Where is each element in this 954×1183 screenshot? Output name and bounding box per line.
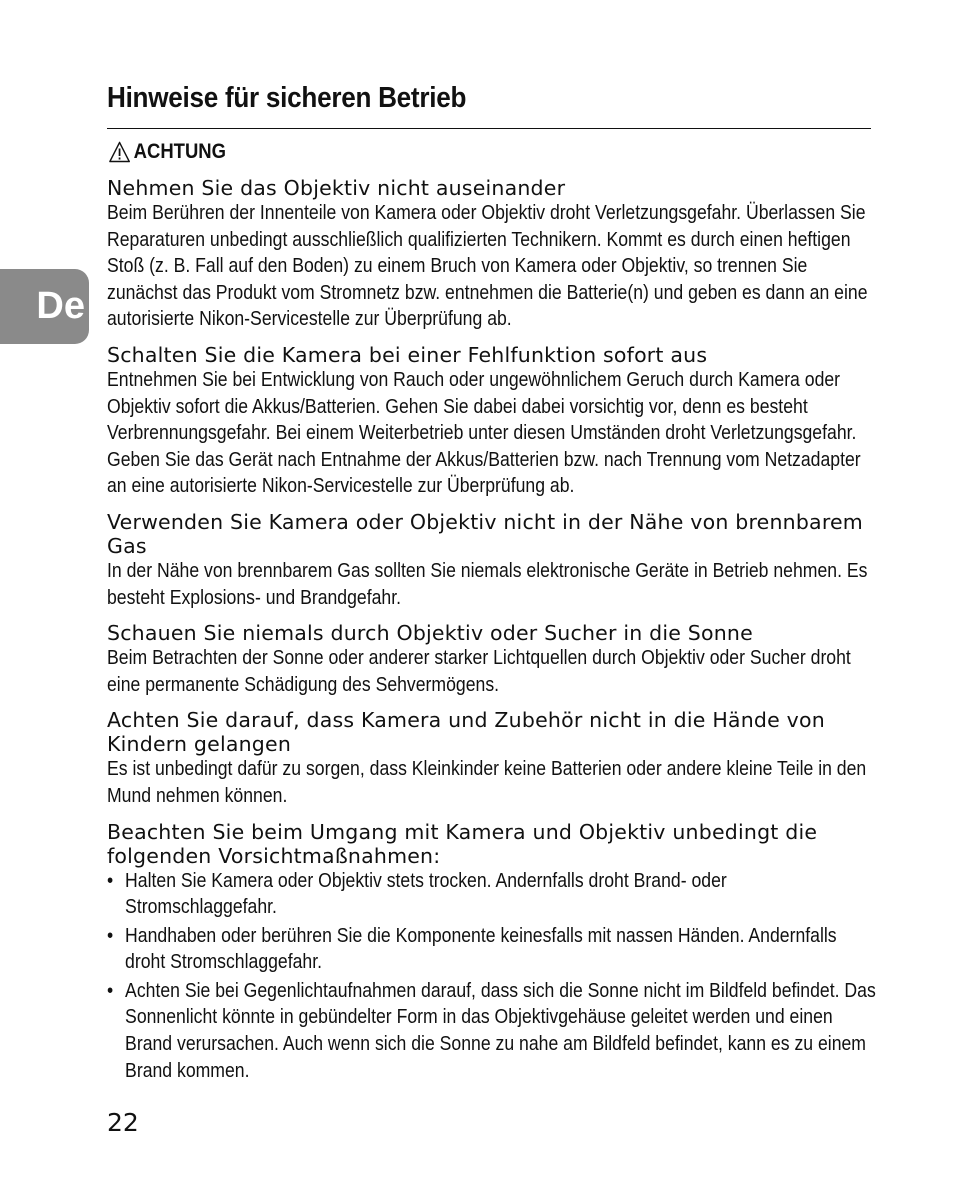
section-heading: Beachten Sie beim Umgang mit Kamera und Objektiv unbedingt die folgenden Vorsichtmaßnahmen: (107, 819, 818, 868)
bullet-icon: • (107, 923, 114, 947)
section (107, 510, 877, 611)
title-divider (107, 128, 871, 129)
section-body: Beim Berühren der Innenteile von Kamera oder Objektiv droht Verletzungsgefahr. Überlassen Sie Reparaturen unbedingt ausschließlich qualifizierten Technikern. Kommt es durch einen heftigen Stoß (z. B. Fall auf den Boden) zu einem Bruch von Kamera oder Objektiv, so trennen Sie zunächst das Produkt vom Stromnetz bzw. entnehmen die Batterie(n) und geben es dann an eine autorisierte Nikon-Servicestelle zur Überprüfung ab. (107, 201, 868, 331)
warning-header (109, 138, 226, 166)
page-title: Hinweise für sicheren Betrieb (107, 82, 467, 114)
section-heading: Achten Sie darauf, dass Kamera und Zubehör nicht in die Hände von Kindern gelangen (107, 708, 825, 757)
list-item (107, 978, 877, 1084)
section-body: Beim Betrachten der Sonne oder anderer starker Lichtquellen durch Objektiv oder Sucher droht eine permanente Schädigung des Sehvermögens. (107, 646, 851, 696)
section-heading: Nehmen Sie das Objektiv nicht auseinander (107, 176, 566, 200)
list-item (107, 868, 877, 921)
content (107, 176, 877, 1094)
bullet-icon: • (107, 868, 114, 892)
bullet-icon: • (107, 978, 114, 1002)
section-body: In der Nähe von brennbarem Gas sollten Sie niemals elektronische Geräte in Betrieb nehmen. Es besteht Explosions- und Brandgefahr. (107, 558, 868, 609)
warning-label: ACHTUNG (133, 140, 227, 163)
list-item-text: Handhaben oder berühren Sie die Komponente keinesfalls mit nassen Händen. Andernfalls droht Stromschlaggefahr. (125, 923, 837, 974)
bullet-list (107, 868, 877, 1085)
section (107, 343, 877, 500)
section-heading: Verwenden Sie Kamera oder Objektiv nicht in der Nähe von brennbarem Gas (107, 509, 863, 558)
section-body: Entnehmen Sie bei Entwicklung von Rauch oder ungewöhnlichem Geruch durch Kamera oder Objektiv sofort die Akkus/Batterien. Gehen Sie dabei dabei vorsichtig vor, denn es besteht Verbrennungsgefahr. Bei einem Weiterbetrieb unter diesen Umständen droht Verletzungsgefahr. Geben Sie das Gerät nach Entnahme der Akkus/Batterien bzw. nach Trennung vom Netzadapter an eine autorisierte Nikon-Servicestelle zur Überprüfung ab. (107, 367, 861, 498)
language-tab: De (0, 269, 89, 344)
list-item (107, 923, 877, 976)
section-heading: Schauen Sie niemals durch Objektiv oder Sucher in die Sonne (107, 621, 753, 646)
section (107, 708, 877, 809)
section (107, 176, 877, 333)
list-item-text: Halten Sie Kamera oder Objektiv stets trocken. Andernfalls droht Brand- oder Stromschlaggefahr. (125, 868, 727, 919)
section-body: Es ist unbedingt dafür zu sorgen, dass Kleinkinder keine Batterien oder andere kleine Teile in den Mund nehmen können. (107, 757, 867, 807)
page-number: 22 (107, 1108, 139, 1137)
section (107, 621, 877, 698)
list-item-text: Achten Sie bei Gegenlichtaufnahmen darauf, dass sich die Sonne nicht im Bildfeld befindet. Das Sonnenlicht könnte in gebündelter Form in das Objektivgehäuse geleitet werden und einen Brand verursachen. Auch wenn sich die Sonne zu nahe am Bildfeld befindet, kann es zu einem Brand kommen. (125, 978, 876, 1082)
warning-triangle-icon (109, 141, 130, 163)
section (107, 820, 877, 1085)
section-heading: Schalten Sie die Kamera bei einer Fehlfunktion sofort aus (107, 342, 708, 367)
